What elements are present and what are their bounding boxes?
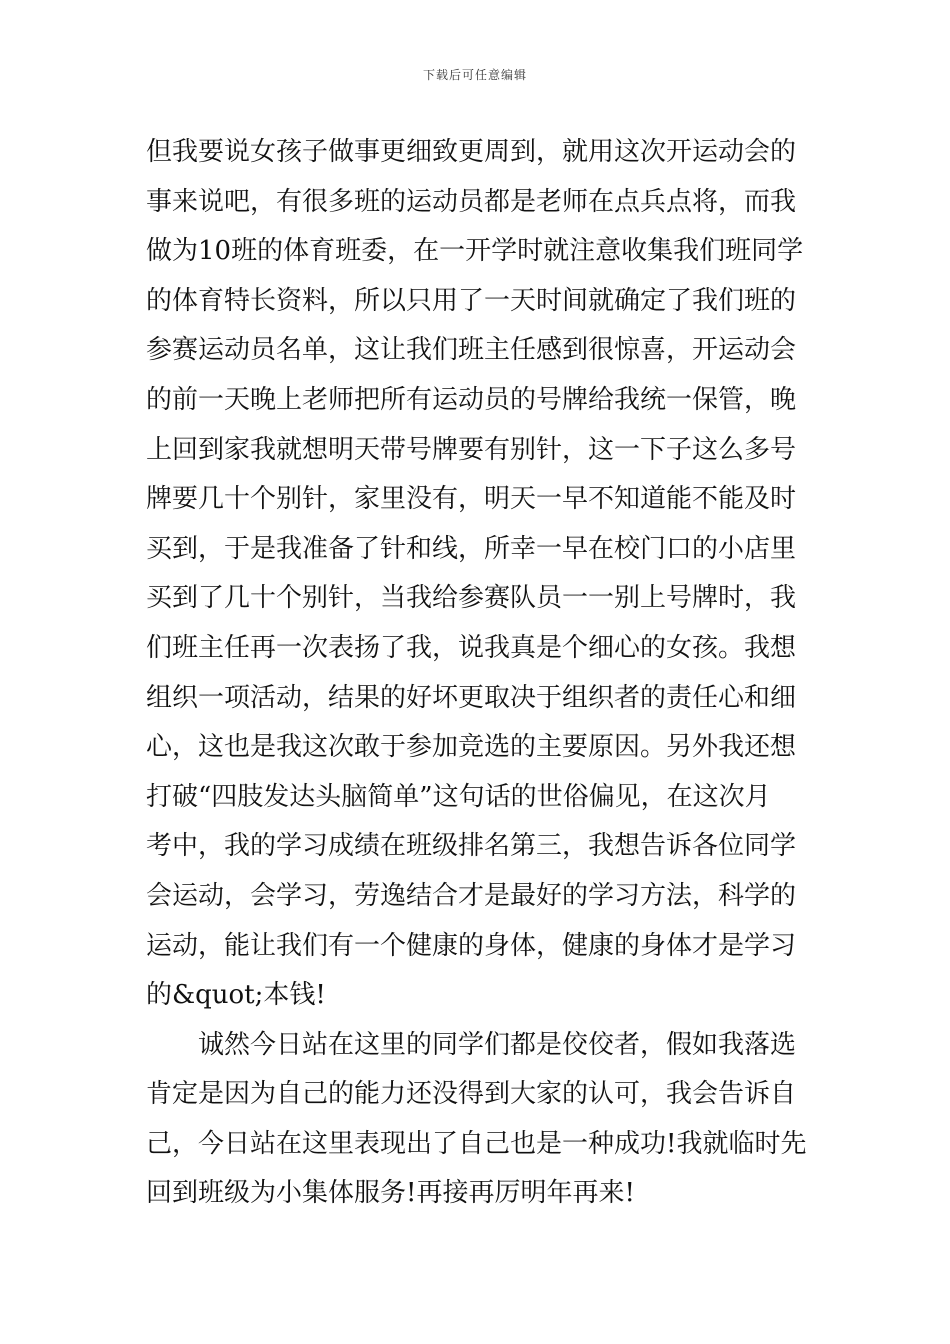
text-line: 打破“四肢发达头脑简单”这句话的世俗偏见，在这次月	[146, 781, 771, 812]
paragraph-2	[146, 1021, 810, 1219]
text-line: 的&quot;本钱!	[146, 980, 326, 1011]
text-line: 考中，我的学习成绩在班级排名第三，我想告诉各位同学	[146, 831, 797, 862]
text-line: 的前一天晚上老师把所有运动员的号牌给我统一保管，晚	[146, 384, 797, 415]
text-line: 会运动，会学习，劳逸结合才是最好的学习方法，科学的	[146, 880, 797, 911]
text-line: 回到班级为小集体服务!再接再厉明年再来!	[146, 1178, 635, 1209]
text-line: 的体育特长资料，所以只用了一天时间就确定了我们班的	[146, 285, 797, 316]
text-line: 们班主任再一次表扬了我，说我真是个细心的女孩。我想	[146, 632, 797, 663]
text-line: 做为10班的体育班委，在一开学时就注意收集我们班同学	[146, 236, 804, 267]
text-line: 事来说吧，有很多班的运动员都是老师在点兵点将，而我	[146, 186, 797, 217]
text-line: 买到了几十个别针，当我给参赛队员一一别上号牌时，我	[146, 583, 797, 614]
text-line: 参赛运动员名单，这让我们班主任感到很惊喜，开运动会	[146, 335, 797, 366]
document-body	[146, 128, 810, 1219]
paragraph-1	[146, 128, 810, 1021]
text-line: 上回到家我就想明天带号牌要有别针，这一下子这么多号	[146, 434, 797, 465]
text-line: 买到，于是我准备了针和线，所幸一早在校门口的小店里	[146, 533, 797, 564]
text-line: 心，这也是我这次敢于参加竞选的主要原因。另外我还想	[146, 732, 797, 763]
text-line-indented: 诚然今日站在这里的同学们都是佼佼者，假如我落选	[198, 1029, 797, 1060]
text-line: 但我要说女孩子做事更细致更周到，就用这次开运动会的	[146, 137, 797, 167]
text-line: 己，今日站在这里表现出了自己也是一种成功!我就临时先	[146, 1128, 807, 1159]
text-line: 运动，能让我们有一个健康的身体，健康的身体才是学习	[146, 930, 797, 961]
text-line: 肯定是因为自己的能力还没得到大家的认可，我会告诉自	[146, 1079, 797, 1110]
page-header-note: 下载后可任意编辑	[422, 68, 527, 82]
text-line: 组织一项活动，结果的好坏更取决于组织者的责任心和细	[146, 682, 797, 713]
text-line: 牌要几十个别针，家里没有，明天一早不知道能不能及时	[146, 484, 797, 515]
